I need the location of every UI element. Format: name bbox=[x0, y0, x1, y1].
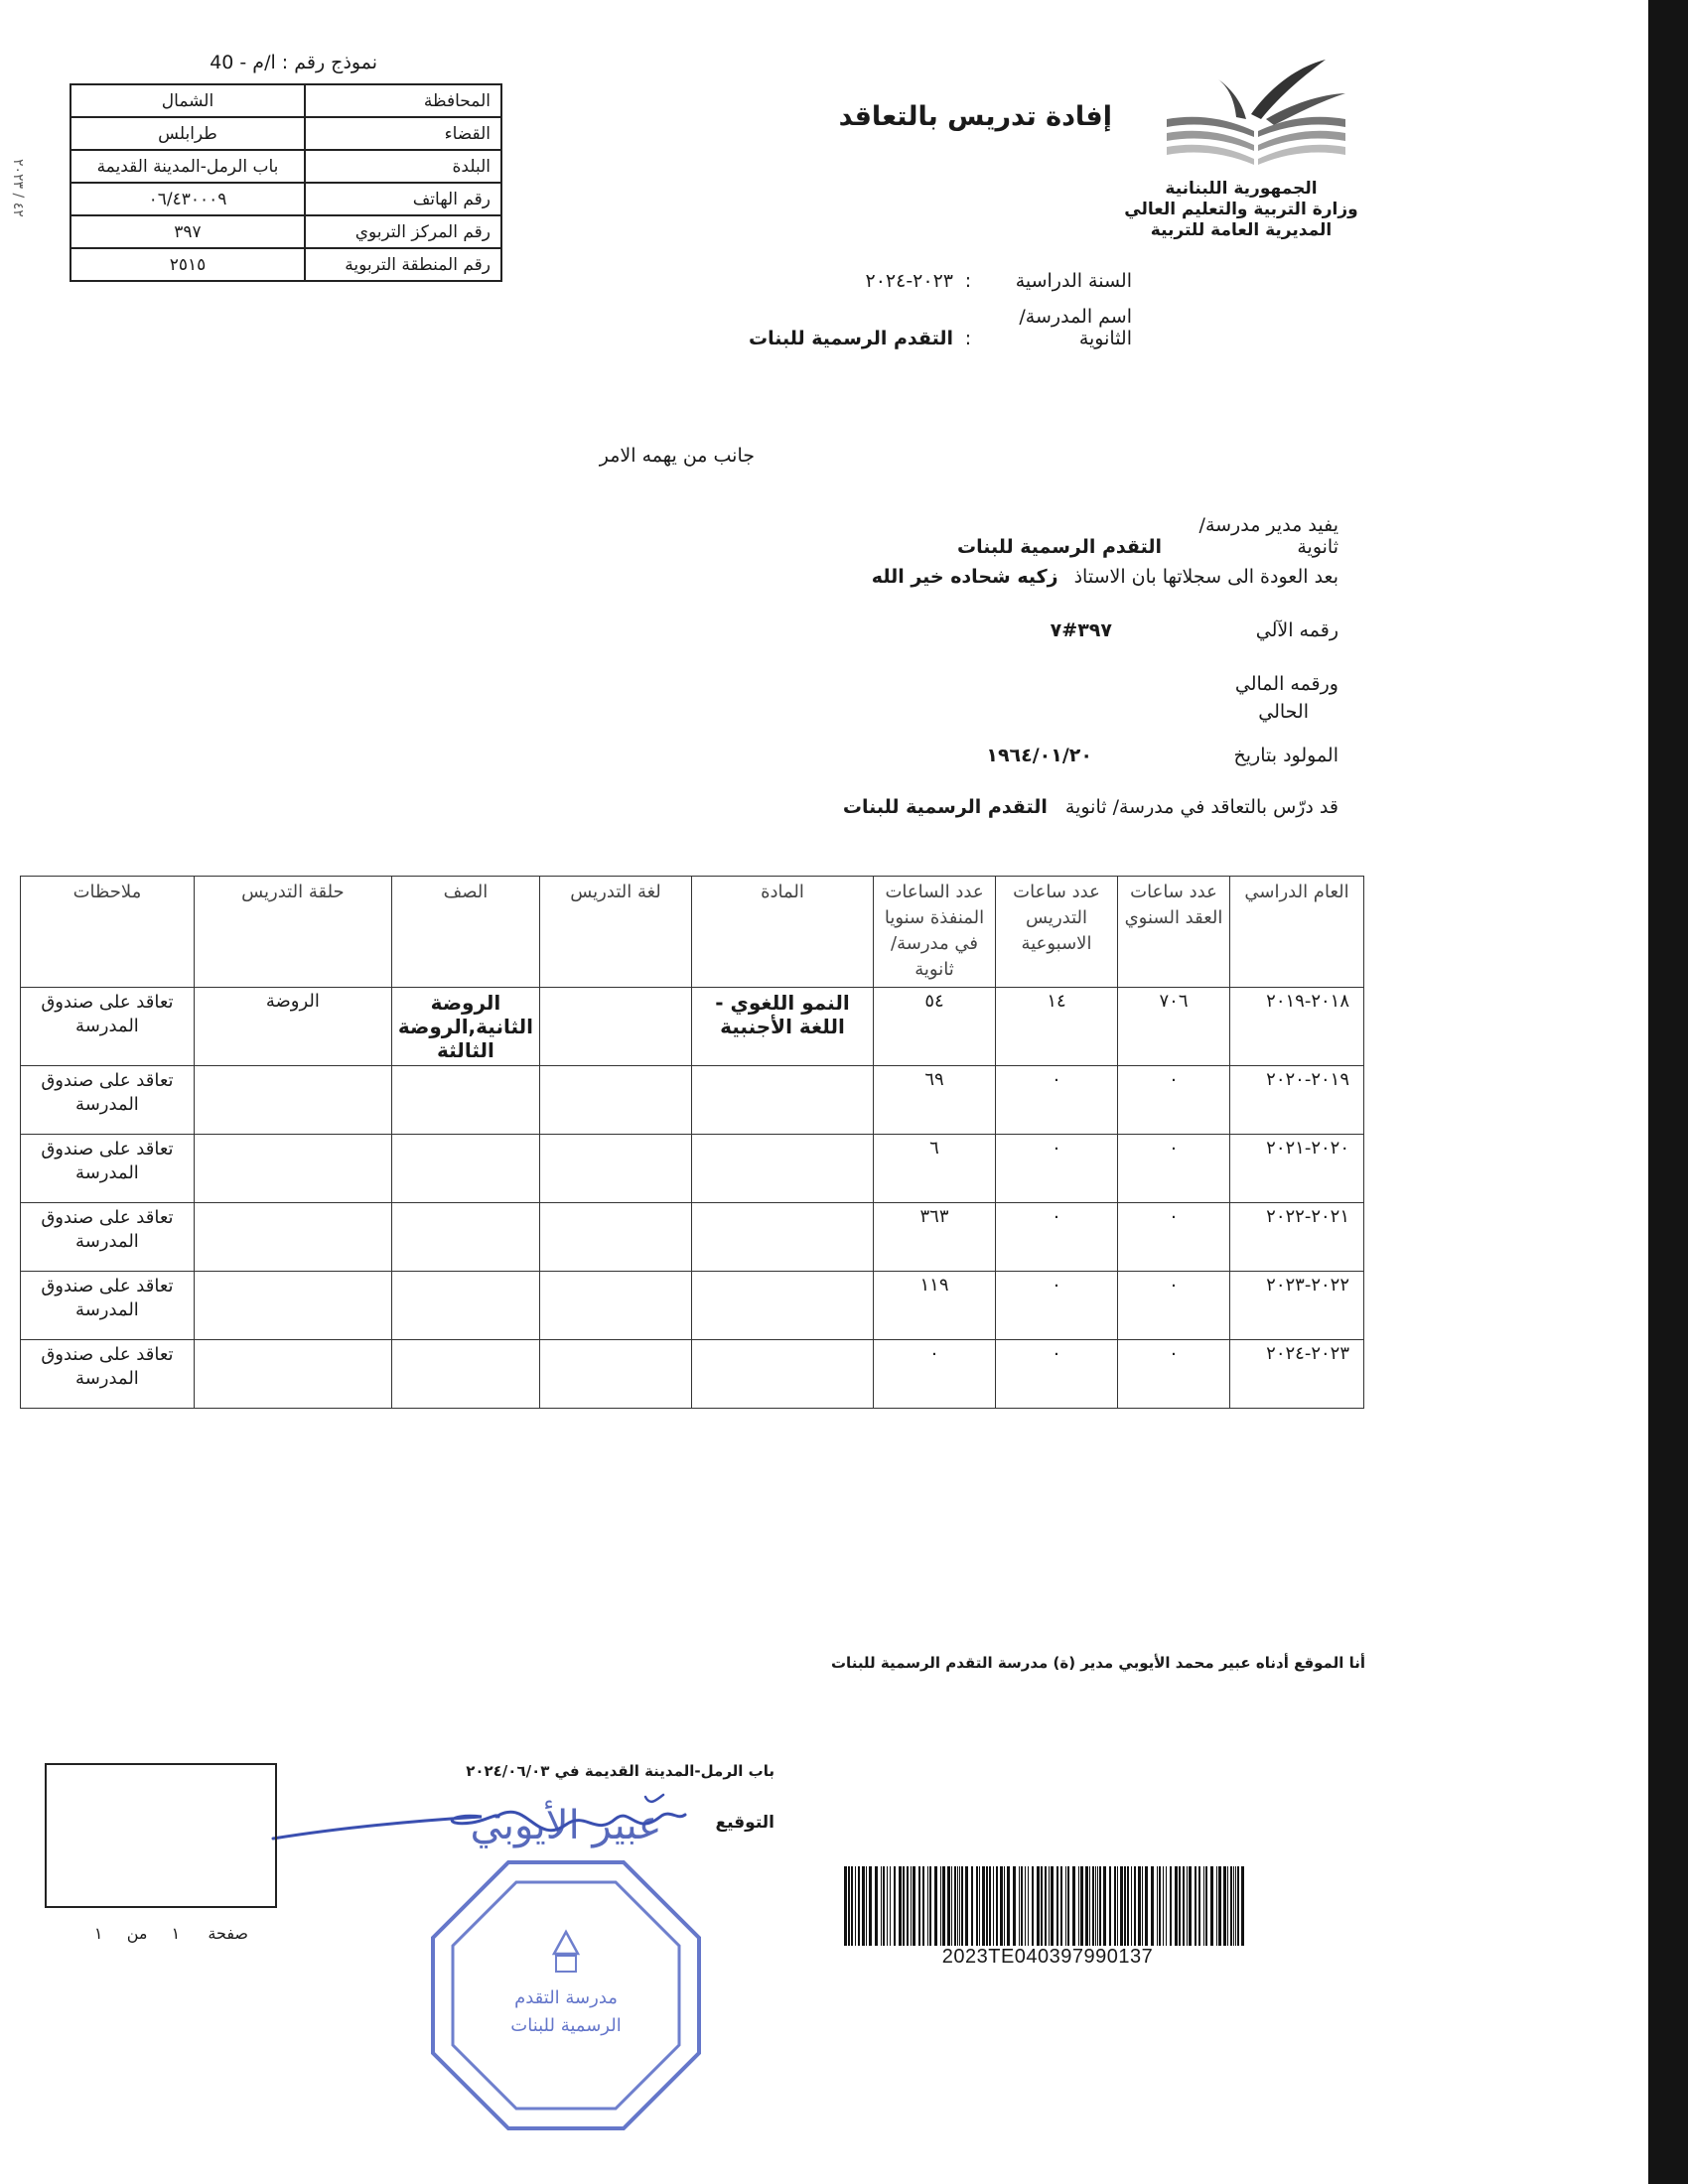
cell-language bbox=[540, 1203, 692, 1272]
barcode-bar bbox=[1166, 1866, 1167, 1946]
barcode-bar bbox=[1195, 1866, 1196, 1946]
header-notes: ملاحظات bbox=[21, 877, 195, 988]
to-whom-it-may-concern: جانب من يهمه الامر bbox=[599, 445, 755, 467]
barcode-bar bbox=[927, 1866, 928, 1946]
body-line-current bbox=[1110, 701, 1309, 723]
cell-weekly-hours: ٠ bbox=[996, 1340, 1118, 1409]
barcode-bar bbox=[1021, 1866, 1023, 1946]
barcode-bar bbox=[971, 1866, 973, 1946]
school-info-table bbox=[70, 83, 502, 282]
ministry-line: الجمهورية اللبنانية bbox=[1165, 179, 1318, 199]
body-label: رقمه الآلي bbox=[1255, 619, 1338, 641]
info-value: طرابلس bbox=[70, 117, 305, 150]
body-line-director bbox=[723, 514, 1338, 558]
barcode-bar bbox=[851, 1866, 853, 1946]
cell-language bbox=[540, 1066, 692, 1135]
cell-language bbox=[540, 1340, 692, 1409]
year-value: ٢٠٢٣-٢٠٢٤ bbox=[865, 270, 953, 292]
barcode-bar bbox=[1056, 1866, 1058, 1946]
body-label: المولود بتاريخ bbox=[1233, 745, 1338, 766]
header-executed-hours: عدد الساعات المنفذة سنويا في مدرسة/ثانوية bbox=[874, 877, 996, 988]
cell-notes: تعاقد على صندوق المدرسة bbox=[21, 1066, 195, 1135]
body-value: ٣٩٧#٧ bbox=[1050, 619, 1112, 641]
table-header-row bbox=[21, 877, 1364, 988]
barcode-bar bbox=[1134, 1866, 1136, 1946]
body-value: التقدم الرسمية للبنات bbox=[842, 796, 1048, 818]
barcode-bar bbox=[934, 1866, 937, 1946]
cell-notes: تعاقد على صندوق المدرسة bbox=[21, 1272, 195, 1340]
barcode-bar bbox=[1205, 1866, 1207, 1946]
info-row bbox=[70, 84, 501, 117]
barcode-bar bbox=[982, 1866, 985, 1946]
barcode-bar bbox=[989, 1866, 991, 1946]
cell-year: ٢٠٢٣-٢٠٢٤ bbox=[1230, 1340, 1364, 1409]
info-value: ٣٩٧ bbox=[70, 215, 305, 248]
info-row bbox=[70, 215, 501, 248]
barcode-bar bbox=[947, 1866, 950, 1946]
cell-contract-hours: ٠ bbox=[1118, 1135, 1230, 1203]
barcode-bar bbox=[1223, 1866, 1226, 1946]
cell-contract-hours: ٧٠٦ bbox=[1118, 988, 1230, 1066]
body-value: ١٩٦٤/٠١/٢٠ bbox=[986, 745, 1092, 766]
stamp-line: مدرسة التقدم bbox=[514, 1987, 618, 2008]
barcode-bar bbox=[1085, 1866, 1088, 1946]
body-label: ورقمه المالي bbox=[1234, 673, 1338, 695]
barcode-bar bbox=[1103, 1866, 1106, 1946]
barcode-bar bbox=[1019, 1866, 1020, 1946]
barcode-bar bbox=[1013, 1866, 1016, 1946]
barcode-bar bbox=[929, 1866, 931, 1946]
body-label: قد درّس بالتعاقد في مدرسة/ ثانوية bbox=[1064, 796, 1338, 818]
barcode-bar bbox=[1078, 1866, 1079, 1946]
declaration: أنا الموقع أدناه عبير محمد الأيوبي مدير (ة) مدرسة التقدم الرسمية للبنات bbox=[830, 1654, 1365, 1672]
barcode-bar bbox=[1187, 1866, 1188, 1946]
barcode-bar bbox=[1049, 1866, 1050, 1946]
body-line-birth-date bbox=[723, 745, 1338, 766]
cell-grade bbox=[391, 1066, 539, 1135]
cell-contract-hours: ٠ bbox=[1118, 1203, 1230, 1272]
cell-grade: الروضة الثانية,الروضة الثالثة bbox=[391, 988, 539, 1066]
cell-grade bbox=[391, 1203, 539, 1272]
barcode-bar bbox=[913, 1866, 915, 1946]
cell-year: ٢٠٢٠-٢٠٢١ bbox=[1230, 1135, 1364, 1203]
barcode-bar bbox=[1216, 1866, 1217, 1946]
page-current: ١ bbox=[171, 1924, 181, 1943]
page-of: من bbox=[126, 1924, 148, 1943]
barcode-bar bbox=[1237, 1866, 1239, 1946]
cell-language bbox=[540, 988, 692, 1066]
barcode-bar bbox=[1203, 1866, 1204, 1946]
barcode-bar bbox=[1235, 1866, 1236, 1946]
info-label: رقم المنطقة التربوية bbox=[305, 248, 501, 281]
cell-subject bbox=[692, 1272, 874, 1340]
cell-executed-hours: ٦ bbox=[874, 1135, 996, 1203]
barcode-bar bbox=[996, 1866, 998, 1946]
barcode-bar bbox=[979, 1866, 980, 1946]
info-label: رقم المركز التربوي bbox=[305, 215, 501, 248]
scan-edge bbox=[1648, 0, 1688, 2184]
barcode-bar bbox=[1045, 1866, 1047, 1946]
cell-executed-hours: ١١٩ bbox=[874, 1272, 996, 1340]
barcode-bar bbox=[1095, 1866, 1096, 1946]
barcode-bar bbox=[1120, 1866, 1123, 1946]
cell-contract-hours: ٠ bbox=[1118, 1340, 1230, 1409]
ministry-name bbox=[1122, 179, 1360, 241]
cell-executed-hours: ٠ bbox=[874, 1340, 996, 1409]
barcode-bar bbox=[1114, 1866, 1116, 1946]
cell-cycle bbox=[194, 1066, 391, 1135]
barcode-bar bbox=[954, 1866, 956, 1946]
body-value: التقدم الرسمية للبنات bbox=[956, 536, 1162, 558]
info-label: المحافظة bbox=[305, 84, 501, 117]
barcode-bar bbox=[1241, 1866, 1244, 1946]
colon: : bbox=[964, 328, 972, 349]
body-line-taught-at bbox=[723, 796, 1338, 818]
info-row bbox=[70, 183, 501, 215]
barcode-bar bbox=[1025, 1866, 1026, 1946]
cell-grade bbox=[391, 1135, 539, 1203]
cell-cycle: الروضة bbox=[194, 988, 391, 1066]
body-value: زكيه شحاده خير الله bbox=[871, 566, 1058, 588]
page-number bbox=[60, 1924, 248, 1943]
header-contract-hours: عدد ساعات العقد السنوي bbox=[1118, 877, 1230, 988]
barcode-bar bbox=[1163, 1866, 1164, 1946]
ministry-line: المديرية العامة للتربية bbox=[1150, 220, 1333, 240]
barcode-bar bbox=[866, 1866, 867, 1946]
cell-weekly-hours: ٠ bbox=[996, 1272, 1118, 1340]
barcode-bar bbox=[1157, 1866, 1158, 1946]
barcode-bar bbox=[1109, 1866, 1111, 1946]
barcode-bar bbox=[957, 1866, 958, 1946]
barcode-bar bbox=[1051, 1866, 1054, 1946]
cell-subject bbox=[692, 1340, 874, 1409]
barcode-bar bbox=[959, 1866, 960, 1946]
cell-subject bbox=[692, 1203, 874, 1272]
barcode-bar bbox=[1198, 1866, 1200, 1946]
barcode-bar bbox=[1117, 1866, 1118, 1946]
body-label: الحالي bbox=[1258, 701, 1309, 723]
barcode-icon bbox=[844, 1866, 1251, 1946]
barcode-bar bbox=[1072, 1866, 1075, 1946]
table-row bbox=[21, 1272, 1364, 1340]
barcode-bar bbox=[1000, 1866, 1003, 1946]
school-value: التقدم الرسمية للبنات bbox=[748, 328, 953, 349]
cell-notes: تعاقد على صندوق المدرسة bbox=[21, 1203, 195, 1272]
header-cycle: حلقة التدريس bbox=[194, 877, 391, 988]
barcode-bar bbox=[951, 1866, 952, 1946]
barcode-bar bbox=[887, 1866, 888, 1946]
header-weekly-hours: عدد ساعات التدريس الاسبوعية bbox=[996, 877, 1118, 988]
body-line-teacher bbox=[723, 566, 1338, 588]
header-academic-year: العام الدراسي bbox=[1230, 877, 1364, 988]
barcode-bar bbox=[1032, 1866, 1034, 1946]
barcode-bar bbox=[1233, 1866, 1234, 1946]
cell-weekly-hours: ٠ bbox=[996, 1135, 1118, 1203]
cell-language bbox=[540, 1272, 692, 1340]
header-grade: الصف bbox=[391, 877, 539, 988]
cell-notes: تعاقد على صندوق المدرسة bbox=[21, 988, 195, 1066]
barcode-bar bbox=[1179, 1866, 1181, 1946]
barcode-bar bbox=[1089, 1866, 1090, 1946]
info-label: القضاء bbox=[305, 117, 501, 150]
barcode-bar bbox=[940, 1866, 941, 1946]
barcode-bar bbox=[890, 1866, 891, 1946]
barcode-bar bbox=[1067, 1866, 1069, 1946]
cell-cycle bbox=[194, 1340, 391, 1409]
place-and-date: باب الرمل-المدينة القديمة في ٢٠٢٤/٠٦/٠٣ bbox=[466, 1762, 774, 1780]
barcode-bar bbox=[1175, 1866, 1178, 1946]
cell-notes: تعاقد على صندوق المدرسة bbox=[21, 1340, 195, 1409]
cell-subject bbox=[692, 1066, 874, 1135]
barcode-bar bbox=[907, 1866, 909, 1946]
cell-weekly-hours: ١٤ bbox=[996, 988, 1118, 1066]
barcode-bar bbox=[961, 1866, 963, 1946]
school-stamp-icon bbox=[427, 1856, 705, 2134]
ministry-line: وزارة التربية والتعليم العالي bbox=[1124, 200, 1358, 219]
table-row bbox=[21, 1135, 1364, 1203]
barcode-bar bbox=[1092, 1866, 1094, 1946]
cell-cycle bbox=[194, 1272, 391, 1340]
barcode-bar bbox=[855, 1866, 856, 1946]
body-line-financial-number bbox=[723, 673, 1338, 695]
cell-cycle bbox=[194, 1203, 391, 1272]
signature-icon bbox=[268, 1777, 695, 1856]
barcode-bar bbox=[1210, 1866, 1213, 1946]
colon: : bbox=[964, 270, 972, 292]
barcode-bar bbox=[1131, 1866, 1132, 1946]
info-value: باب الرمل-المدينة القديمة bbox=[70, 150, 305, 183]
teaching-hours-table bbox=[20, 876, 1364, 1409]
cell-executed-hours: ٣٦٣ bbox=[874, 1203, 996, 1272]
barcode-bar bbox=[1060, 1866, 1062, 1946]
barcode-bar bbox=[1189, 1866, 1192, 1946]
barcode-bar bbox=[911, 1866, 912, 1946]
signature-label: التوقيع bbox=[715, 1813, 774, 1833]
table-row bbox=[21, 1203, 1364, 1272]
barcode-bar bbox=[1151, 1866, 1154, 1946]
stamp-box bbox=[45, 1763, 277, 1908]
barcode-bar bbox=[1065, 1866, 1066, 1946]
barcode-bar bbox=[883, 1866, 885, 1946]
ministry-logo-icon bbox=[1157, 60, 1355, 174]
barcode-bar bbox=[1037, 1866, 1040, 1946]
signature-text: عبير الأيوبي bbox=[470, 1803, 662, 1848]
info-value: ٠٦/٤٣٠٠٠٩ bbox=[70, 183, 305, 215]
stamp-line: الرسمية للبنات bbox=[510, 2015, 622, 2036]
academic-year-row bbox=[715, 270, 1132, 292]
body-label: بعد العودة الى سجلاتها بان الاستاذ bbox=[1073, 566, 1338, 588]
barcode-bar bbox=[894, 1866, 896, 1946]
body-line-auto-number bbox=[723, 619, 1338, 641]
cell-weekly-hours: ٠ bbox=[996, 1066, 1118, 1135]
barcode-bar bbox=[1127, 1866, 1129, 1946]
cell-weekly-hours: ٠ bbox=[996, 1203, 1118, 1272]
info-label: البلدة bbox=[305, 150, 501, 183]
info-value: الشمال bbox=[70, 84, 305, 117]
barcode-bar bbox=[1080, 1866, 1083, 1946]
body-label: يفيد مدير مدرسة/ثانوية bbox=[1198, 514, 1338, 558]
barcode-bar bbox=[869, 1866, 872, 1946]
school-name-row bbox=[715, 306, 1132, 349]
barcode-bar bbox=[1124, 1866, 1126, 1946]
table-row bbox=[21, 1066, 1364, 1135]
barcode-bar bbox=[1041, 1866, 1043, 1946]
barcode-bar bbox=[993, 1866, 994, 1946]
page-total: ١ bbox=[93, 1924, 103, 1943]
info-row bbox=[70, 150, 501, 183]
cell-subject bbox=[692, 1135, 874, 1203]
cell-year: ٢٠٢٢-٢٠٢٣ bbox=[1230, 1272, 1364, 1340]
barcode-bar bbox=[899, 1866, 902, 1946]
table-row bbox=[21, 1340, 1364, 1409]
barcode-bar bbox=[1159, 1866, 1161, 1946]
barcode-bar bbox=[1004, 1866, 1005, 1946]
side-note: ٤٢ / ٢٠٢٣ bbox=[10, 159, 26, 217]
barcode-bar bbox=[922, 1866, 924, 1946]
info-label: رقم الهاتف bbox=[305, 183, 501, 215]
header-language: لغة التدريس bbox=[540, 877, 692, 988]
barcode-bar bbox=[881, 1866, 882, 1946]
barcode-bar bbox=[965, 1866, 968, 1946]
barcode-bar bbox=[1007, 1866, 1010, 1946]
page-label: صفحة bbox=[208, 1924, 248, 1943]
barcode-bar bbox=[848, 1866, 850, 1946]
cell-year: ٢٠٢١-٢٠٢٢ bbox=[1230, 1203, 1364, 1272]
cell-year: ٢٠١٩-٢٠٢٠ bbox=[1230, 1066, 1364, 1135]
document-title: إفادة تدريس بالتعاقد bbox=[838, 101, 1112, 132]
barcode-bar bbox=[1145, 1866, 1148, 1946]
barcode-bar bbox=[1028, 1866, 1029, 1946]
cell-notes: تعاقد على صندوق المدرسة bbox=[21, 1135, 195, 1203]
barcode-bar bbox=[1230, 1866, 1232, 1946]
barcode-bar bbox=[942, 1866, 945, 1946]
barcode-bar bbox=[858, 1866, 860, 1946]
cell-executed-hours: ٥٤ bbox=[874, 988, 996, 1066]
cell-grade bbox=[391, 1340, 539, 1409]
cell-cycle bbox=[194, 1135, 391, 1203]
info-row bbox=[70, 248, 501, 281]
barcode-bar bbox=[1097, 1866, 1098, 1946]
barcode-number: 2023TE040397990137 bbox=[941, 1946, 1154, 1968]
barcode-bar bbox=[1138, 1866, 1141, 1946]
barcode-bar bbox=[1099, 1866, 1101, 1946]
cell-contract-hours: ٠ bbox=[1118, 1272, 1230, 1340]
cell-year: ٢٠١٨-٢٠١٩ bbox=[1230, 988, 1364, 1066]
barcode-bar bbox=[1183, 1866, 1185, 1946]
cell-contract-hours: ٠ bbox=[1118, 1066, 1230, 1135]
barcode-bar bbox=[1170, 1866, 1172, 1946]
form-number: نموذج رقم : ا/م - 40 bbox=[210, 52, 377, 73]
year-label: السنة الدراسية bbox=[1015, 270, 1132, 292]
barcode-bar bbox=[862, 1866, 865, 1946]
barcode-bar bbox=[1142, 1866, 1143, 1946]
barcode-bar bbox=[918, 1866, 920, 1946]
barcode-bar bbox=[903, 1866, 905, 1946]
school-label: اسم المدرسة/الثانوية bbox=[1019, 306, 1132, 349]
barcode-bar bbox=[1218, 1866, 1221, 1946]
table-row bbox=[21, 988, 1364, 1066]
cell-grade bbox=[391, 1272, 539, 1340]
cell-language bbox=[540, 1135, 692, 1203]
info-value: ٢٥١٥ bbox=[70, 248, 305, 281]
barcode-bar bbox=[986, 1866, 988, 1946]
barcode-bar bbox=[1227, 1866, 1228, 1946]
barcode-bar bbox=[976, 1866, 978, 1946]
cell-subject: النمو اللغوي - اللغة الأجنبية bbox=[692, 988, 874, 1066]
info-row bbox=[70, 117, 501, 150]
barcode-bar bbox=[875, 1866, 878, 1946]
cell-executed-hours: ٦٩ bbox=[874, 1066, 996, 1135]
header-subject: المادة bbox=[692, 877, 874, 988]
barcode-bar bbox=[844, 1866, 847, 1946]
